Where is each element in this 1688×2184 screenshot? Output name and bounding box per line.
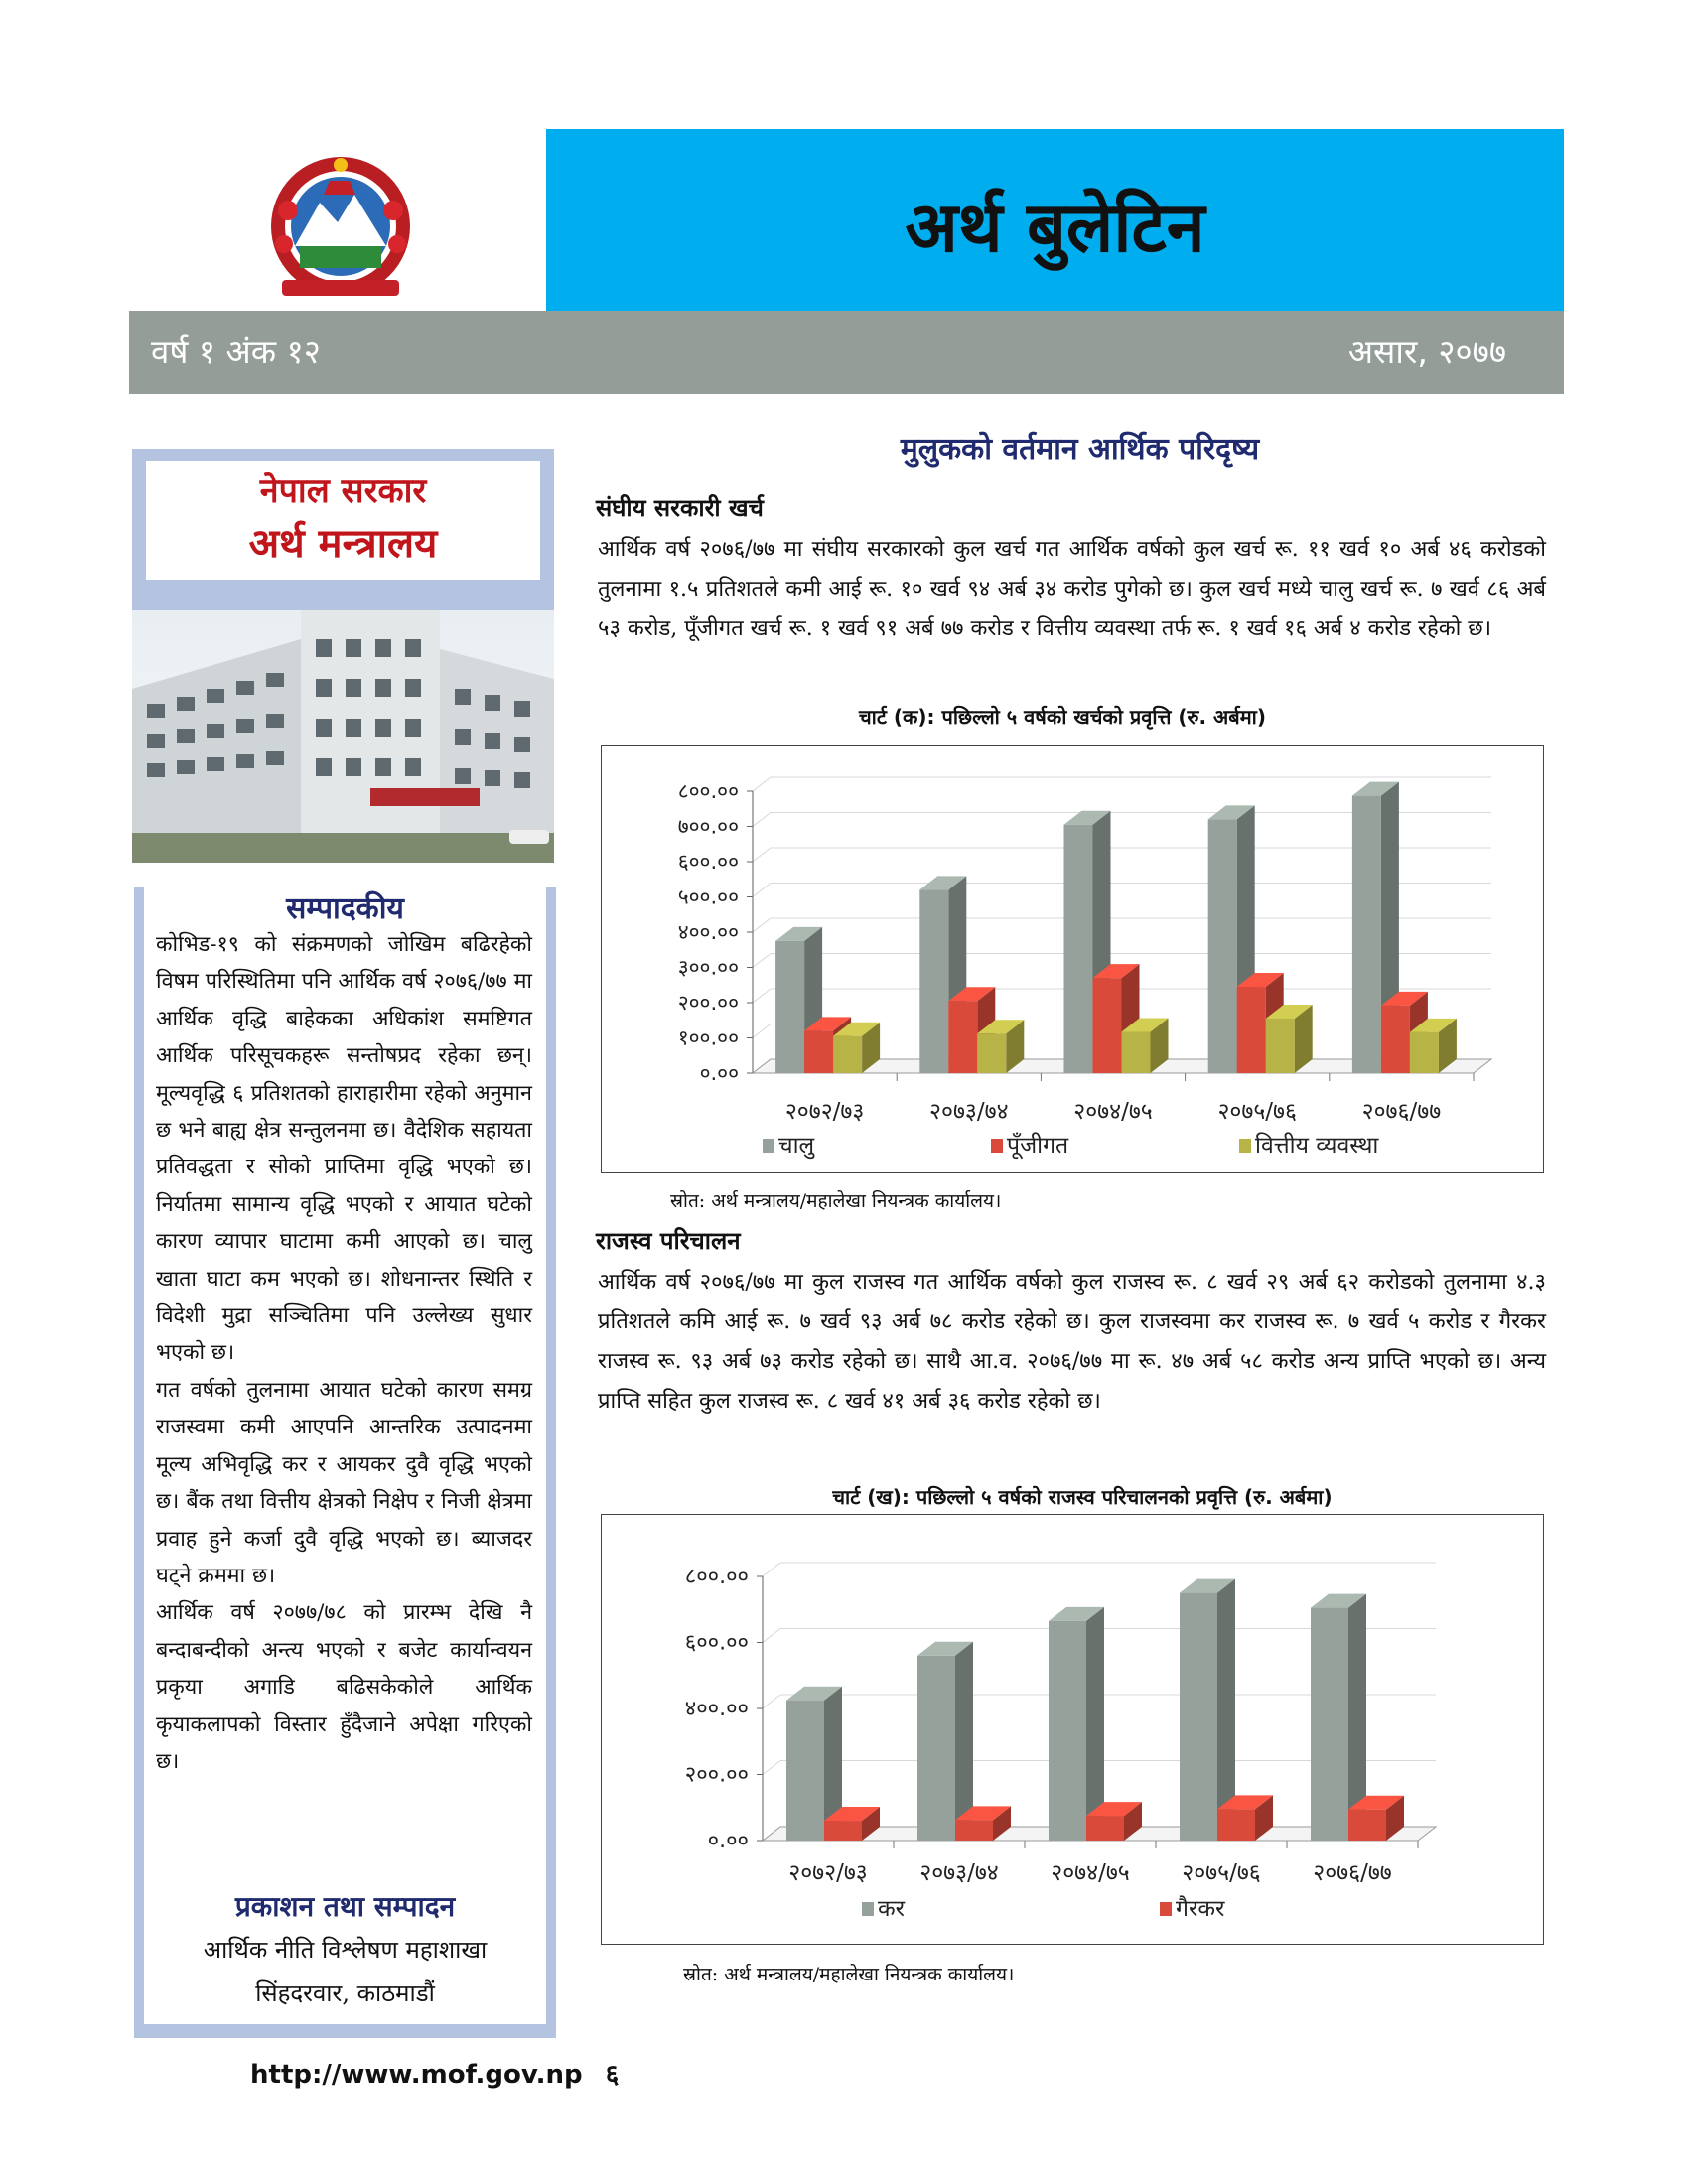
editorial-body (156, 926, 532, 1780)
legend-label: पूँजीगत (1007, 1133, 1069, 1159)
x-tick-label: २०७५/७६ (1217, 1099, 1297, 1125)
publication-office: आर्थिक नीति विश्लेषण महाशाखा (203, 1936, 488, 1964)
x-tick-label: २०७३/७४ (929, 1099, 1009, 1125)
legend-label: कर (878, 1896, 906, 1922)
y-tick-label: ०.०० (707, 1829, 749, 1853)
bar (1049, 1621, 1086, 1841)
ministry-box (132, 449, 554, 610)
editorial-panel (144, 887, 546, 2024)
ministry-name-line2: अर्थ मन्त्रालय (248, 521, 438, 567)
expenditure-heading: संघीय सरकारी खर्च (596, 494, 764, 522)
bar (1122, 1031, 1151, 1073)
bar (824, 1821, 862, 1841)
ministry-inner (146, 461, 540, 580)
expenditure-paragraph: आर्थिक वर्ष २०७६/७७ मा संघीय सरकारको कुल खर्च गत आर्थिक वर्षको कुल खर्च रू. ११ खर्व १० अर्ब ४६ करोडको तुलनामा १.५ प्रतिशतले कमी आई रू. १० खर्व ९४ अर्ब ३४ करोड पुगेको छ। कुल खर्च मध्ये चालु खर्च रू. ७ खर्व ८६ अर्ब ५३ करोड, पूँजीगत खर्च रू. १ खर्व ९१ अर्ब ७७ करोड र वित्तीय व्यवस्था तर्फ रू. १ खर्व १६ अर्ब ४ करोड रहेको छ। (598, 537, 1546, 641)
legend-swatch (1239, 1139, 1251, 1153)
gridline (753, 884, 771, 897)
y-tick-label: ४००.०० (677, 920, 739, 944)
y-tick-label: २००.०० (677, 991, 739, 1015)
legend-swatch (862, 1902, 874, 1916)
legend-swatch (1160, 1902, 1172, 1916)
legend-swatch (991, 1139, 1003, 1153)
chart2-source: स्रोत: अर्थ मन्त्रालय/महालेखा नियन्त्रक कार्यालय। (683, 1964, 1015, 1985)
bar (919, 889, 948, 1073)
x-tick-label: २०७४/७५ (1073, 1099, 1153, 1125)
gridline (763, 1695, 780, 1708)
bar (1266, 1019, 1295, 1073)
footer (250, 2055, 619, 2091)
page-number: ६ (605, 2060, 620, 2090)
x-tick-label: २०७६/७७ (1361, 1099, 1442, 1125)
revenue-chart (601, 1514, 1544, 1945)
y-tick-label: ८००.०० (684, 1565, 749, 1589)
legend-swatch (763, 1139, 774, 1153)
y-tick-label: ६००.०० (677, 850, 739, 874)
y-tick-label: ५००.०० (677, 885, 739, 909)
editorial-paragraph: गत वर्षको तुलनामा आयात घटेको कारण समग्र राजस्वमा कमी आएपनि आन्तरिक उत्पादनमा मूल्य अभिवृद्धि कर र आयकर दुवै वृद्धि भएको छ। बैंक तथा वित्तीय क्षेत्रको निक्षेप र निजी क्षेत्रमा प्रवाह हुने कर्जा दुवै वृद्धि भएको छ। ब्याजदर घट्ने क्रममा छ। (156, 1377, 532, 1588)
chart2-title: चार्ट (ख): पछिल्लो ५ वर्षको राजस्व परिचालनको प्रवृत्ति (रु. अर्बमा) (832, 1485, 1333, 1509)
bar (1311, 1608, 1348, 1841)
expenditure-chart-svg (602, 746, 1543, 1172)
y-tick-label: ७००.०० (677, 814, 739, 839)
gridline (753, 848, 771, 862)
gridline (753, 1024, 771, 1038)
revenue-paragraph: आर्थिक वर्ष २०७६/७७ मा कुल राजस्व गत आर्थिक वर्षको कुल राजस्व रू. ८ खर्व २९ अर्ब ६२ करोडको तुलनामा ४.३ प्रतिशतले कमि आई रू. ७ खर्व ९३ अर्ब ७८ करोड रहेको छ। कुल राजस्वमा कर राजस्व रू. ७ खर्व ५ करोड र गैरकर राजस्व रू. ९३ अर्ब ७३ करोड रहेको छ। साथै आ.व. २०७६/७७ मा रू. ४७ अर्ब ५८ करोड अन्य प्राप्ति भएको छ। अन्य प्राप्ति सहित कुल राजस्व रू. ८ खर्व ४१ अर्ब ३६ करोड रहेको छ। (598, 1270, 1546, 1414)
y-tick-label: ४००.०० (684, 1697, 749, 1721)
bar (917, 1656, 955, 1841)
bar (977, 1033, 1006, 1073)
publication-address: सिंहदरवार, काठमाडौं (255, 1979, 435, 2007)
gridline (753, 813, 771, 827)
website-link[interactable]: http://www.mof.gov.np (250, 2060, 583, 2090)
editorial-heading: सम्पादकीय (286, 891, 404, 926)
gridline (763, 1563, 780, 1576)
issue-bar (129, 311, 1564, 394)
bar (1064, 825, 1093, 1073)
gridline (753, 989, 771, 1003)
bar (1381, 1006, 1410, 1073)
bar (1237, 987, 1266, 1073)
bar (1410, 1032, 1439, 1073)
gridline (763, 1629, 780, 1643)
editorial-paragraph: कोभिड-१९ को संक्रमणको जोखिम बढिरहेको विषम परिस्थितिमा पनि आर्थिक वर्ष २०७६/७७ मा आर्थिक वृद्धि बाहेकका अधिकांश समष्टिगत आर्थिक परिसूचकहरू सन्तोषप्रद रहेका छन्। मूल्यवृद्धि ६ प्रतिशतको हाराहारीमा रहेको अनुमान छ भने बाह्य क्षेत्र सन्तुलनमा छ। वैदेशिक सहायता प्रतिवद्धता र सोको प्राप्तिमा वृद्धि भएको छ। निर्यातमा सामान्य वृद्धि भएको र आयात घटेको कारण व्यापार घाटामा कमी आएको छ। चालु खाता घाटा कम भएको छ। शोधनान्तर स्थिति र विदेशी मुद्रा सञ्चितिमा पनि उल्लेख्य सुधार भएको छ। (156, 932, 532, 1366)
revenue-chart-svg (602, 1515, 1543, 1944)
revenue-heading: राजस्व परिचालन (596, 1227, 741, 1255)
gridline (753, 918, 771, 932)
bar (1180, 1593, 1217, 1841)
gridline (753, 777, 771, 791)
expenditure-chart (601, 745, 1544, 1173)
y-tick-label: ६००.०० (684, 1630, 749, 1656)
legend-label: चालु (778, 1133, 815, 1159)
bar (1208, 819, 1237, 1073)
bar (1352, 796, 1381, 1073)
legend-label: गैरकर (1176, 1896, 1225, 1922)
y-tick-label: १००.०० (677, 1025, 739, 1050)
nepal-emblem-icon (260, 151, 421, 308)
chart1-title: चार्ट (क): पछिल्लो ५ वर्षको खर्चको प्रवृत्ति (रु. अर्बमा) (858, 705, 1267, 729)
ministry-building-photo (132, 610, 554, 863)
bulletin-title: अर्थ बुलेटिन (905, 187, 1205, 268)
title-banner (546, 129, 1564, 311)
bar (955, 1820, 993, 1841)
bar (775, 941, 804, 1073)
bar (786, 1701, 824, 1841)
section-main-title: मुलुकको वर्तमान आर्थिक परिदृष्य (900, 432, 1260, 467)
y-tick-label: ०.०० (699, 1061, 739, 1085)
ministry-name-line1: नेपाल सरकार (259, 472, 427, 511)
x-tick-label: २०७२/७३ (784, 1099, 865, 1125)
gridline (763, 1761, 780, 1775)
chart1-source: स्रोत: अर्थ मन्त्रालय/महालेखा नियन्त्रक कार्यालय। (670, 1190, 1002, 1212)
bar (1086, 1816, 1124, 1841)
x-tick-label: २०७६/७७ (1313, 1860, 1392, 1886)
bar (1093, 978, 1122, 1073)
bar (1217, 1809, 1255, 1841)
x-tick-label: २०७५/७६ (1182, 1860, 1261, 1886)
legend-label: वित्तीय व्यवस्था (1255, 1133, 1379, 1159)
editorial-box (134, 887, 556, 2038)
x-tick-label: २०७४/७५ (1051, 1860, 1130, 1886)
bar (833, 1036, 862, 1073)
editorial-paragraph: आर्थिक वर्ष २०७७/७८ को प्रारम्भ देखि नै बन्दाबन्दीको अन्त्य भएको र बजेट कार्यान्वयन प्रकृया अगाडि बढिसकेकोले आर्थिक कृयाकलापको विस्तार हुँदैजाने अपेक्षा गरिएको छ। (156, 1600, 532, 1774)
y-tick-label: ८००.०० (677, 779, 739, 803)
bar (1348, 1810, 1386, 1841)
x-tick-label: २०७२/७३ (788, 1860, 868, 1886)
bar (948, 1001, 977, 1073)
y-tick-label: ३००.०० (677, 955, 739, 980)
issue-date: असार, २०७७ (1347, 333, 1506, 371)
publication-heading: प्रकाशन तथा सम्पादन (234, 1890, 456, 1923)
issue-number: वर्ष १ अंक १२ (151, 333, 321, 371)
x-tick-label: २०७३/७४ (919, 1860, 999, 1886)
bar (804, 1030, 833, 1073)
gridline (753, 954, 771, 968)
y-tick-label: २००.०० (684, 1762, 749, 1788)
